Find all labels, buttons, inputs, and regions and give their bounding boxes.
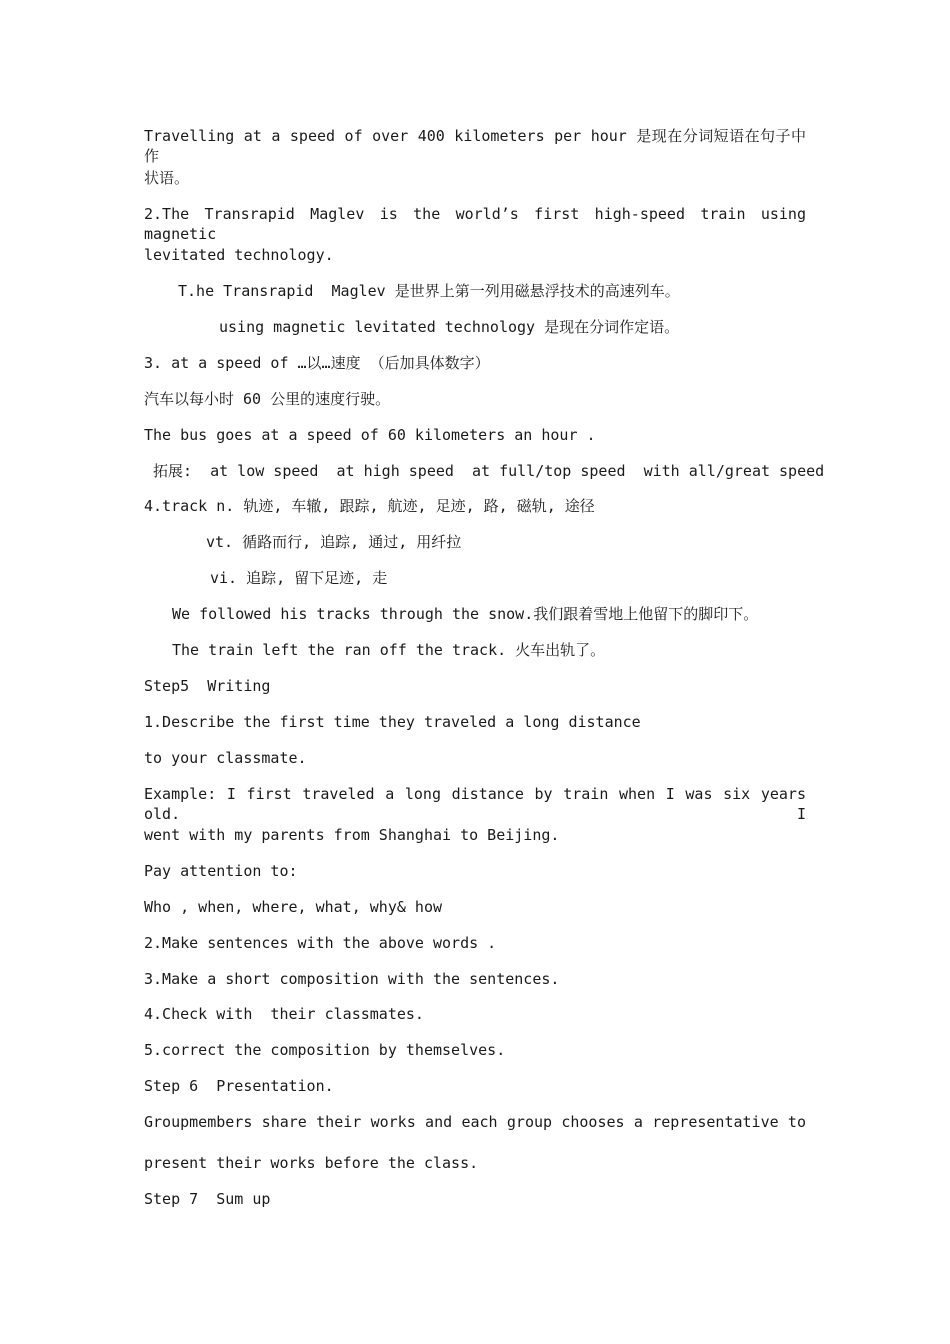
section-heading: Step 7 Sum up	[144, 1190, 271, 1208]
text-line: The train left the ran off the track. 火车出轨了。	[172, 641, 606, 659]
text-line: Who , when, where, what, why& how	[144, 898, 443, 916]
text-line: using magnetic levitated technology 是现在分词作定语。	[219, 318, 680, 336]
text-line: Pay attention to:	[144, 862, 298, 880]
text-line: 3.Make a short composition with the sentences.	[144, 970, 560, 988]
text-line: 状语。	[144, 169, 190, 187]
text-line: T.he Transrapid Maglev 是世界上第一列用磁悬浮技术的高速列车。	[178, 282, 680, 300]
text-line: vt. 循路而行, 追踪, 通过, 用纤拉	[206, 533, 462, 551]
section-heading: Step 6 Presentation.	[144, 1077, 334, 1095]
text-line: 5.correct the composition by themselves.	[144, 1041, 506, 1059]
text-line: 汽车以每小时 60 公里的速度行驶。	[144, 390, 391, 408]
text-line: 1.Describe the first time they traveled a long distance	[144, 713, 641, 731]
text-line: Groupmembers share their works and each group chooses a representative to	[144, 1113, 806, 1131]
text-line: present their works before the class.	[144, 1154, 479, 1172]
text-line: 2.Make sentences with the above words .	[144, 934, 497, 952]
text-line: We followed his tracks through the snow.我们跟着雪地上他留下的脚印下。	[172, 605, 759, 623]
text-line: 4.track n. 轨迹, 车辙, 跟踪, 航迹, 足迹, 路, 磁轨, 途径	[144, 497, 595, 515]
text-line: The bus goes at a speed of 60 kilometers an hour .	[144, 426, 596, 444]
text-line: went with my parents from Shanghai to Beijing.	[144, 826, 560, 844]
text-line: vi. 追踪, 留下足迹, 走	[210, 569, 388, 587]
text-line: 拓展: at low speed at high speed at full/top speed with all/great speed	[153, 462, 825, 480]
text-line: to your classmate.	[144, 749, 307, 767]
text-line: Example: I first traveled a long distance by train when I was six years old. I	[144, 785, 806, 823]
text-line: 4.Check with their classmates.	[144, 1005, 424, 1023]
text-line: 3. at a speed of …以…速度 （后加具体数字）	[144, 354, 490, 372]
text-line: Travelling at a speed of over 400 kilometers per hour 是现在分词短语在句子中作	[144, 127, 806, 165]
section-heading: Step5 Writing	[144, 677, 271, 695]
text-line: 2.The Transrapid Maglev is the world’s first high-speed train using magnetic	[144, 205, 806, 243]
text-line: levitated technology.	[144, 246, 334, 264]
